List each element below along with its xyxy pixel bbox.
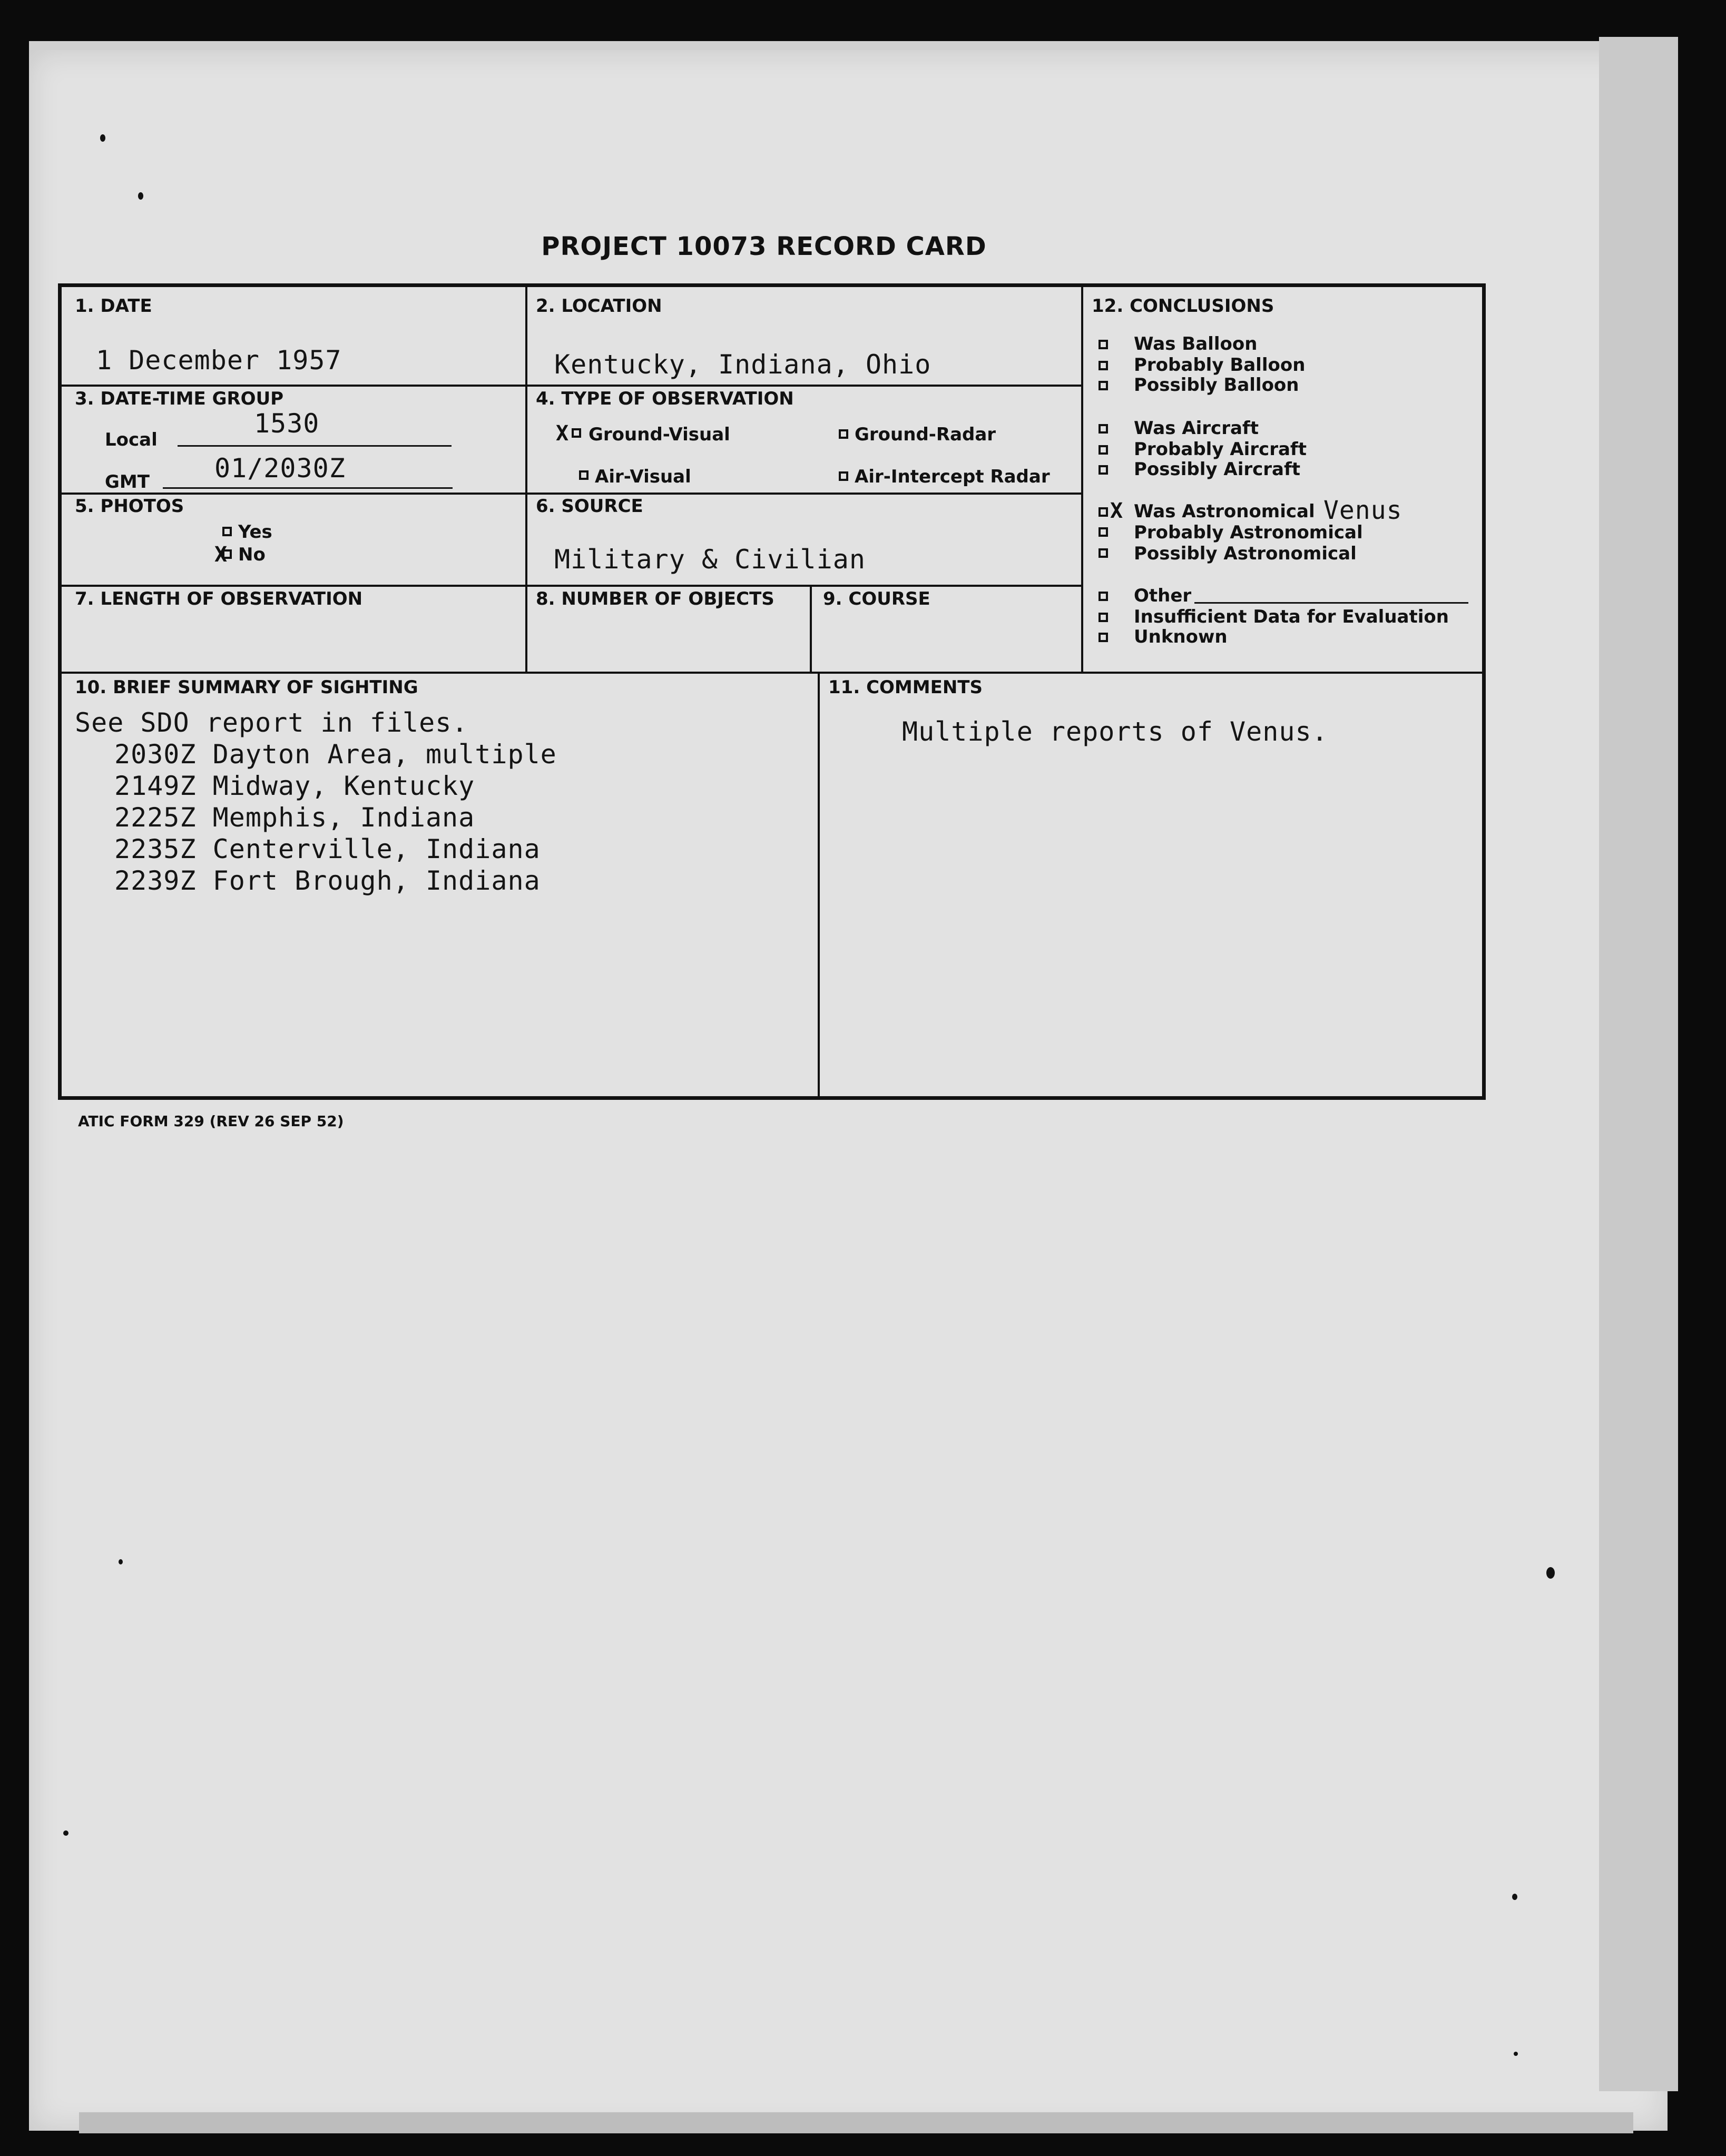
gmt-underline	[163, 487, 453, 489]
divider	[1081, 287, 1083, 672]
summary-line: See SDO report in files.	[75, 707, 468, 738]
photos-yes-checkbox[interactable]	[222, 527, 232, 536]
scan-speck	[100, 134, 105, 142]
comments-value: Multiple reports of Venus.	[902, 716, 1328, 747]
location-value: Kentucky, Indiana, Ohio	[554, 349, 931, 380]
ground-visual-x-mark: X	[556, 421, 569, 446]
was-balloon-option: Was Balloon	[1134, 333, 1258, 355]
venus-note: Venus	[1323, 496, 1403, 525]
gmt-value: 01/2030Z	[214, 453, 346, 484]
local-value: 1530	[254, 408, 320, 439]
scan-speck	[138, 192, 143, 200]
probably-astronomical-checkbox[interactable]	[1099, 527, 1108, 537]
probably-astronomical-option: Probably Astronomical	[1134, 522, 1363, 543]
probably-balloon-checkbox[interactable]	[1099, 361, 1108, 370]
ground-radar-checkbox[interactable]	[839, 429, 848, 439]
scan-speck	[1512, 1894, 1517, 1900]
photos-no-checkbox[interactable]	[222, 549, 232, 559]
form-identifier: ATIC FORM 329 (REV 26 SEP 52)	[78, 1113, 344, 1130]
divider	[62, 672, 1484, 674]
card-title: PROJECT 10073 RECORD CARD	[541, 232, 987, 261]
possibly-astronomical-option: Possibly Astronomical	[1134, 543, 1357, 564]
possibly-balloon-checkbox[interactable]	[1099, 381, 1108, 390]
other-checkbox[interactable]	[1099, 592, 1108, 601]
insufficient-data-option: Insufficient Data for Evaluation	[1134, 606, 1449, 627]
scan-shadow-strip	[1599, 37, 1678, 2091]
ground-visual-option: Ground-Visual	[589, 424, 730, 445]
summary-label: 10. BRIEF SUMMARY OF SIGHTING	[75, 677, 418, 698]
local-underline	[178, 445, 452, 447]
source-value: Military & Civilian	[554, 544, 866, 575]
location-label: 2. LOCATION	[536, 296, 662, 317]
summary-line: 2030Z Dayton Area, multiple	[114, 739, 557, 770]
probably-aircraft-checkbox[interactable]	[1099, 445, 1108, 455]
local-label: Local	[105, 429, 158, 450]
objects-label: 8. NUMBER OF OBJECTS	[536, 588, 774, 609]
scan-speck	[1546, 1567, 1555, 1579]
possibly-astronomical-checkbox[interactable]	[1099, 548, 1108, 558]
possibly-aircraft-checkbox[interactable]	[1099, 465, 1108, 475]
was-balloon-checkbox[interactable]	[1099, 340, 1108, 349]
divider	[62, 493, 1081, 495]
course-label: 9. COURSE	[823, 588, 930, 609]
was-aircraft-checkbox[interactable]	[1099, 424, 1108, 434]
divider	[62, 385, 1081, 387]
comments-label: 11. COMMENTS	[828, 677, 983, 698]
was-astronomical-option: Was Astronomical	[1134, 501, 1315, 522]
air-visual-option: Air-Visual	[595, 466, 691, 487]
was-astronomical-x-mark: X	[1110, 499, 1123, 523]
ground-radar-option: Ground-Radar	[855, 424, 996, 445]
date-value: 1 December 1957	[96, 345, 342, 376]
scan-speck	[63, 1830, 68, 1836]
ground-visual-checkbox[interactable]	[572, 428, 581, 438]
date-label: 1. DATE	[75, 296, 152, 317]
unknown-option: Unknown	[1134, 626, 1228, 647]
probably-aircraft-option: Probably Aircraft	[1134, 439, 1307, 460]
length-label: 7. LENGTH OF OBSERVATION	[75, 588, 363, 609]
photos-yes-option: Yes	[238, 521, 272, 543]
conclusions-label: 12. CONCLUSIONS	[1092, 296, 1274, 317]
summary-line: 2149Z Midway, Kentucky	[114, 771, 475, 801]
scan-bottom-edge	[79, 2112, 1633, 2133]
observation-type-label: 4. TYPE OF OBSERVATION	[536, 388, 794, 409]
was-aircraft-option: Was Aircraft	[1134, 418, 1259, 439]
source-label: 6. SOURCE	[536, 496, 643, 517]
was-astronomical-checkbox[interactable]	[1099, 507, 1108, 517]
air-intercept-radar-option: Air-Intercept Radar	[855, 466, 1050, 487]
divider	[810, 585, 812, 672]
photos-no-option: No	[238, 544, 266, 565]
probably-balloon-option: Probably Balloon	[1134, 355, 1306, 376]
possibly-balloon-option: Possibly Balloon	[1134, 375, 1299, 396]
divider	[62, 585, 1081, 587]
photos-label: 5. PHOTOS	[75, 496, 184, 517]
summary-line: 2235Z Centerville, Indiana	[114, 834, 541, 864]
other-option: Other	[1134, 585, 1192, 606]
dtg-label: 3. DATE-TIME GROUP	[75, 388, 284, 409]
gmt-label: GMT	[105, 471, 150, 493]
air-intercept-radar-checkbox[interactable]	[839, 471, 848, 481]
scan-speck	[1514, 2052, 1518, 2056]
possibly-aircraft-option: Possibly Aircraft	[1134, 459, 1301, 480]
photos-no-x-mark: X	[214, 543, 228, 567]
other-underline	[1194, 602, 1468, 604]
unknown-checkbox[interactable]	[1099, 633, 1108, 642]
divider	[525, 287, 527, 672]
air-visual-checkbox[interactable]	[579, 470, 589, 480]
record-card	[58, 283, 1486, 1100]
summary-line: 2239Z Fort Brough, Indiana	[114, 865, 541, 896]
insufficient-data-checkbox[interactable]	[1099, 613, 1108, 622]
summary-line: 2225Z Memphis, Indiana	[114, 802, 475, 833]
scan-speck	[119, 1559, 123, 1564]
divider	[818, 672, 820, 1100]
